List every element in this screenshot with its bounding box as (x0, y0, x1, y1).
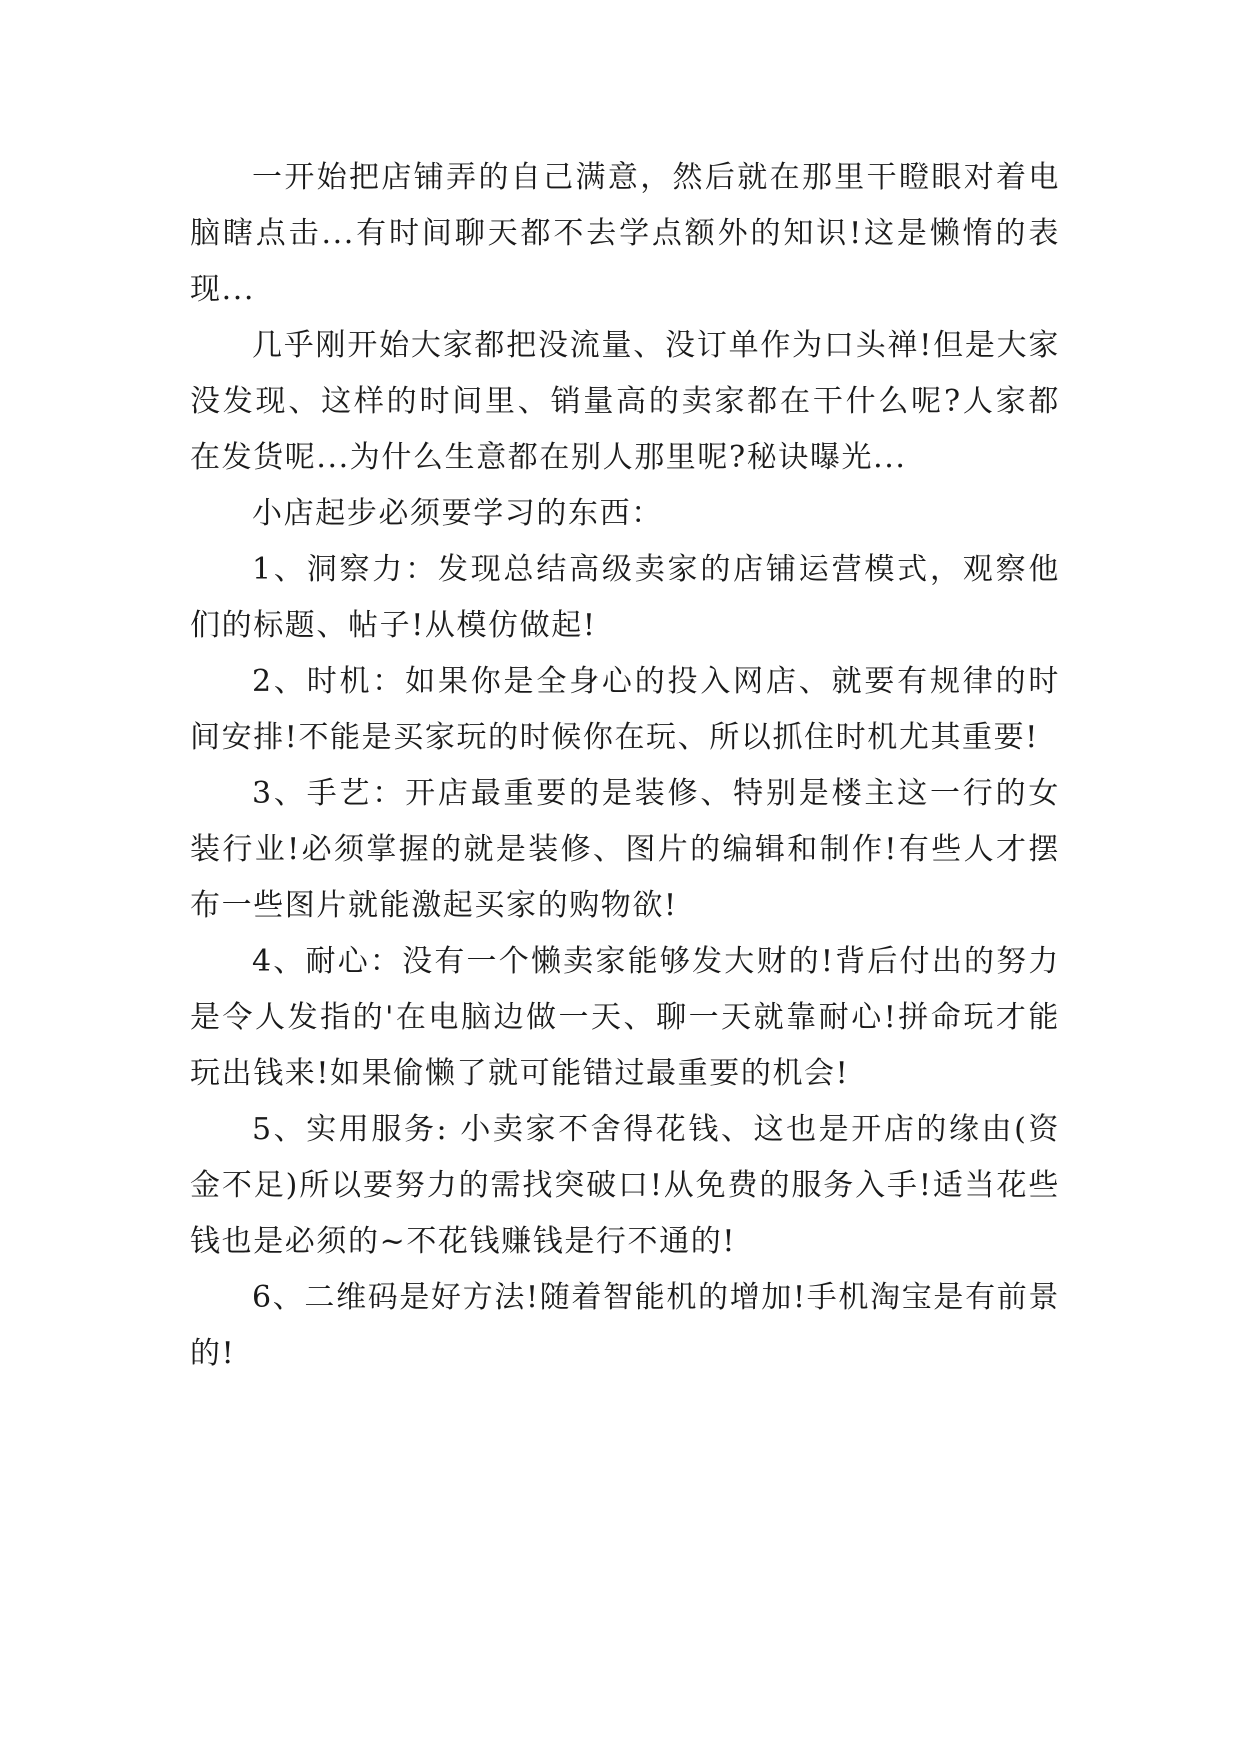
paragraph-list-heading: 小店起步必须要学习的东西： (252, 496, 663, 531)
list-item-insight: 1、洞察力：发现总结高级卖家的店铺运营模式，观察他们的标题、帖子!从模仿做起! (190, 552, 1060, 643)
list-item-patience: 4、耐心：没有一个懒卖家能够发大财的!背后付出的努力是令人发指的'在电脑边做一天、聊一天就靠耐心!拼命玩才能玩出钱来!如果偷懒了就可能错过最重要的机会! (190, 944, 1060, 1091)
list-item-timing: 2、时机：如果你是全身心的投入网店、就要有规律的时间安排!不能是买家玩的时候你在玩、所以抓住时机尤其重要! (190, 664, 1060, 755)
list-item-services: 5、实用服务: 小卖家不舍得花钱、这也是开店的缘由(资金不足)所以要努力的需找突破口!从免费的服务入手!适当花些钱也是必须的~不花钱赚钱是行不通的! (190, 1112, 1060, 1259)
document-body (190, 150, 1060, 1382)
list-item-qr-code: 6、二维码是好方法!随着智能机的增加!手机淘宝是有前景的! (190, 1280, 1060, 1371)
paragraph-no-traffic: 几乎刚开始大家都把没流量、没订单作为口头禅!但是大家没发现、这样的时间里、销量高的卖家都在干什么呢?人家都在发货呢...为什么生意都在别人那里呢?秘诀曝光... (190, 328, 1060, 475)
list-item-craft: 3、手艺：开店最重要的是装修、特别是楼主这一行的女装行业!必须掌握的就是装修、图片的编辑和制作!有些人才摆布一些图片就能激起买家的购物欲! (190, 776, 1060, 923)
paragraph-intro: 一开始把店铺弄的自己满意，然后就在那里干瞪眼对着电脑瞎点击...有时间聊天都不去学点额外的知识!这是懒惰的表现... (190, 160, 1060, 307)
